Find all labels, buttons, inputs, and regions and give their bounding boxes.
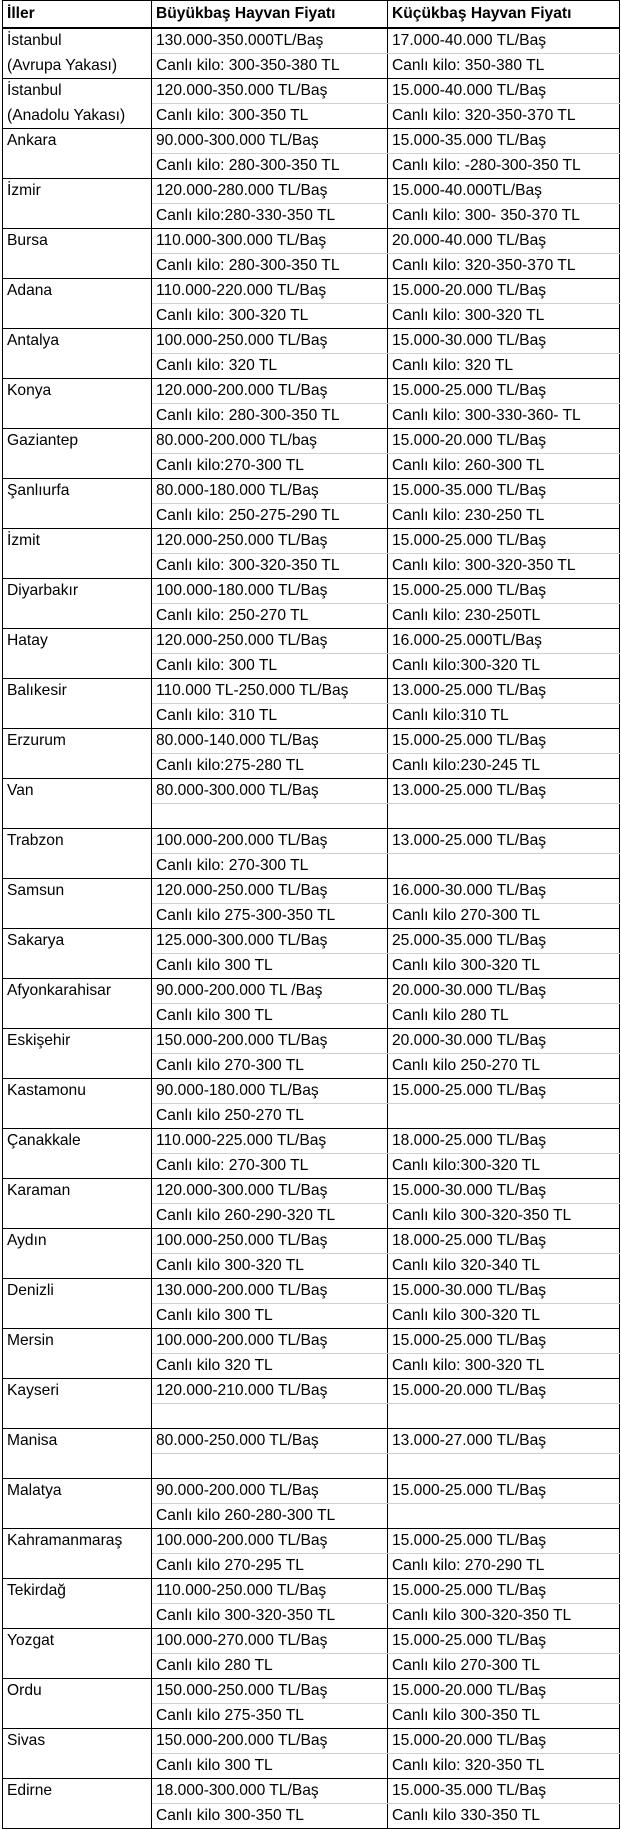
header-cities: İller: [3, 1, 152, 29]
small-livestock-price-cell: 20.000-30.000 TL/Baş: [388, 979, 620, 1004]
city-cell: [3, 1004, 152, 1029]
small-livestock-price-cell: 15.000-25.000 TL/Baş: [388, 1579, 620, 1604]
large-livestock-price-cell: 150.000-250.000 TL/Baş: [152, 1679, 388, 1704]
city-cell: [3, 1404, 152, 1429]
table-row: [3, 1804, 620, 1829]
large-livestock-price-cell: Canlı kilo: 280-300-350 TL: [152, 254, 388, 279]
city-cell: Afyonkarahisar: [3, 979, 152, 1004]
table-row: [3, 379, 620, 404]
small-livestock-price-cell: 25.000-35.000 TL/Baş: [388, 929, 620, 954]
large-livestock-price-cell: Canlı kilo:275-280 TL: [152, 754, 388, 779]
small-livestock-price-cell: 15.000-25.000 TL/Baş: [388, 1479, 620, 1504]
city-cell: [3, 1454, 152, 1479]
large-livestock-price-cell: 100.000-270.000 TL/Baş: [152, 1629, 388, 1654]
table-row: [3, 929, 620, 954]
large-livestock-price-cell: Canlı kilo 260-280-300 TL: [152, 1504, 388, 1529]
small-livestock-price-cell: 15.000-25.000 TL/Baş: [388, 1629, 620, 1654]
table-row: [3, 1654, 620, 1679]
city-cell: Kastamonu: [3, 1079, 152, 1104]
large-livestock-price-cell: 110.000-220.000 TL/Baş: [152, 279, 388, 304]
small-livestock-price-cell: Canlı kilo: 300-320-350 TL: [388, 554, 620, 579]
small-livestock-price-cell: 13.000-27.000 TL/Baş: [388, 1429, 620, 1454]
small-livestock-price-cell: 17.000-40.000 TL/Baş: [388, 28, 620, 54]
table-row: [3, 754, 620, 779]
small-livestock-price-cell: Canlı kilo: -280-300-350 TL: [388, 154, 620, 179]
table-row: [3, 1529, 620, 1554]
small-livestock-price-cell: 18.000-25.000 TL/Baş: [388, 1229, 620, 1254]
table-body: [3, 28, 620, 1829]
small-livestock-price-cell: [388, 1104, 620, 1129]
large-livestock-price-cell: Canlı kilo: 310 TL: [152, 704, 388, 729]
large-livestock-price-cell: 130.000-350.000TL/Baş: [152, 28, 388, 54]
table-row: [3, 1079, 620, 1104]
city-cell: Balıkesir: [3, 679, 152, 704]
large-livestock-price-cell: 120.000-350.000 TL/Baş: [152, 79, 388, 104]
table-row: [3, 179, 620, 204]
table-row: [3, 1304, 620, 1329]
small-livestock-price-cell: 20.000-40.000 TL/Baş: [388, 229, 620, 254]
table-row: [3, 329, 620, 354]
table-row: [3, 304, 620, 329]
table-row: [3, 154, 620, 179]
large-livestock-price-cell: Canlı kilo 300 TL: [152, 1004, 388, 1029]
small-livestock-price-cell: Canlı kilo: 300- 350-370 TL: [388, 204, 620, 229]
city-cell: Şanlıurfa: [3, 479, 152, 504]
small-livestock-price-cell: 15.000-40.000 TL/Baş: [388, 79, 620, 104]
small-livestock-price-cell: 15.000-35.000 TL/Baş: [388, 479, 620, 504]
large-livestock-price-cell: 120.000-250.000 TL/Baş: [152, 629, 388, 654]
large-livestock-price-cell: [152, 1454, 388, 1479]
city-cell: [3, 1504, 152, 1529]
city-cell: [3, 254, 152, 279]
large-livestock-price-cell: 110.000-225.000 TL/Baş: [152, 1129, 388, 1154]
large-livestock-price-cell: 100.000-250.000 TL/Baş: [152, 329, 388, 354]
table-row: [3, 454, 620, 479]
city-cell: (Anadolu Yakası): [3, 104, 152, 129]
small-livestock-price-cell: Canlı kilo:300-320 TL: [388, 1154, 620, 1179]
city-cell: Diyarbakır: [3, 579, 152, 604]
large-livestock-price-cell: Canlı kilo 275-300-350 TL: [152, 904, 388, 929]
large-livestock-price-cell: Canlı kilo 275-350 TL: [152, 1704, 388, 1729]
city-cell: Eskişehir: [3, 1029, 152, 1054]
table-row: [3, 1779, 620, 1804]
city-cell: [3, 454, 152, 479]
small-livestock-price-cell: 13.000-25.000 TL/Baş: [388, 679, 620, 704]
small-livestock-price-cell: 15.000-30.000 TL/Baş: [388, 1279, 620, 1304]
large-livestock-price-cell: 120.000-250.000 TL/Baş: [152, 879, 388, 904]
table-row: [3, 854, 620, 879]
large-livestock-price-cell: 90.000-200.000 TL /Baş: [152, 979, 388, 1004]
table-row: [3, 1404, 620, 1429]
small-livestock-price-cell: [388, 854, 620, 879]
table-row: [3, 1104, 620, 1129]
large-livestock-price-cell: Canlı kilo: 250-270 TL: [152, 604, 388, 629]
small-livestock-price-cell: 18.000-25.000 TL/Baş: [388, 1129, 620, 1154]
city-cell: [3, 354, 152, 379]
large-livestock-price-cell: Canlı kilo: 300-350 TL: [152, 104, 388, 129]
large-livestock-price-cell: Canlı kilo 270-295 TL: [152, 1554, 388, 1579]
table-row: [3, 1154, 620, 1179]
table-row: [3, 1029, 620, 1054]
city-cell: Edirne: [3, 1779, 152, 1804]
table-row: [3, 1704, 620, 1729]
large-livestock-price-cell: 80.000-140.000 TL/Baş: [152, 729, 388, 754]
city-cell: (Avrupa Yakası): [3, 54, 152, 79]
table-row: [3, 829, 620, 854]
price-table: [2, 0, 620, 1829]
city-cell: Ankara: [3, 129, 152, 154]
city-cell: Bursa: [3, 229, 152, 254]
large-livestock-price-cell: Canlı kilo: 270-300 TL: [152, 854, 388, 879]
large-livestock-price-cell: 80.000-180.000 TL/Baş: [152, 479, 388, 504]
city-cell: [3, 854, 152, 879]
city-cell: [3, 1704, 152, 1729]
large-livestock-price-cell: [152, 1404, 388, 1429]
large-livestock-price-cell: Canlı kilo: 280-300-350 TL: [152, 154, 388, 179]
city-cell: [3, 304, 152, 329]
table-row: [3, 1454, 620, 1479]
city-cell: [3, 954, 152, 979]
small-livestock-price-cell: Canlı kilo: 300-330-360- TL: [388, 404, 620, 429]
city-cell: [3, 554, 152, 579]
city-cell: [3, 1254, 152, 1279]
large-livestock-price-cell: Canlı kilo: 250-275-290 TL: [152, 504, 388, 529]
small-livestock-price-cell: 16.000-30.000 TL/Baş: [388, 879, 620, 904]
city-cell: [3, 504, 152, 529]
small-livestock-price-cell: Canlı kilo 280 TL: [388, 1004, 620, 1029]
city-cell: Yozgat: [3, 1629, 152, 1654]
city-cell: [3, 1304, 152, 1329]
price-sheet: [2, 0, 619, 1829]
large-livestock-price-cell: 100.000-200.000 TL/Baş: [152, 1529, 388, 1554]
small-livestock-price-cell: 15.000-25.000 TL/Baş: [388, 529, 620, 554]
table-row: [3, 804, 620, 829]
large-livestock-price-cell: 80.000-300.000 TL/Baş: [152, 779, 388, 804]
large-livestock-price-cell: Canlı kilo 300 TL: [152, 954, 388, 979]
large-livestock-price-cell: 120.000-280.000 TL/Baş: [152, 179, 388, 204]
table-row: [3, 1754, 620, 1779]
city-cell: [3, 1354, 152, 1379]
table-row: [3, 1329, 620, 1354]
city-cell: İzmit: [3, 529, 152, 554]
table-row: [3, 404, 620, 429]
table-row: [3, 1554, 620, 1579]
city-cell: [3, 1754, 152, 1779]
table-row: [3, 679, 620, 704]
table-row: [3, 529, 620, 554]
small-livestock-price-cell: 13.000-25.000 TL/Baş: [388, 779, 620, 804]
city-cell: [3, 1154, 152, 1179]
large-livestock-price-cell: Canlı kilo 300 TL: [152, 1754, 388, 1779]
table-row: [3, 579, 620, 604]
large-livestock-price-cell: 100.000-180.000 TL/Baş: [152, 579, 388, 604]
small-livestock-price-cell: [388, 1404, 620, 1429]
small-livestock-price-cell: [388, 804, 620, 829]
large-livestock-price-cell: Canlı kilo 300 TL: [152, 1304, 388, 1329]
large-livestock-price-cell: 120.000-250.000 TL/Baş: [152, 529, 388, 554]
small-livestock-price-cell: Canlı kilo: 350-380 TL: [388, 54, 620, 79]
table-row: [3, 79, 620, 104]
table-row: [3, 104, 620, 129]
small-livestock-price-cell: Canlı kilo 300-320-350 TL: [388, 1204, 620, 1229]
small-livestock-price-cell: Canlı kilo: 300-320 TL: [388, 1354, 620, 1379]
small-livestock-price-cell: Canlı kilo 270-300 TL: [388, 904, 620, 929]
small-livestock-price-cell: Canlı kilo: 230-250TL: [388, 604, 620, 629]
large-livestock-price-cell: Canlı kilo:280-330-350 TL: [152, 204, 388, 229]
large-livestock-price-cell: 100.000-200.000 TL/Baş: [152, 829, 388, 854]
table-row: [3, 954, 620, 979]
table-row: [3, 1379, 620, 1404]
small-livestock-price-cell: 15.000-35.000 TL/Baş: [388, 129, 620, 154]
small-livestock-price-cell: 15.000-20.000 TL/Baş: [388, 429, 620, 454]
city-cell: [3, 804, 152, 829]
small-livestock-price-cell: Canlı kilo 320-340 TL: [388, 1254, 620, 1279]
small-livestock-price-cell: 15.000-20.000 TL/Baş: [388, 1379, 620, 1404]
city-cell: Sakarya: [3, 929, 152, 954]
large-livestock-price-cell: [152, 804, 388, 829]
large-livestock-price-cell: Canlı kilo 270-300 TL: [152, 1054, 388, 1079]
table-row: [3, 129, 620, 154]
table-row: [3, 204, 620, 229]
table-row: [3, 1129, 620, 1154]
large-livestock-price-cell: Canlı kilo 250-270 TL: [152, 1104, 388, 1129]
city-cell: Kahramanmaraş: [3, 1529, 152, 1554]
small-livestock-price-cell: Canlı kilo: 300-320 TL: [388, 304, 620, 329]
city-cell: İstanbul: [3, 79, 152, 104]
city-cell: [3, 704, 152, 729]
large-livestock-price-cell: 120.000-210.000 TL/Baş: [152, 1379, 388, 1404]
large-livestock-price-cell: 125.000-300.000 TL/Baş: [152, 929, 388, 954]
small-livestock-price-cell: Canlı kilo: 270-290 TL: [388, 1554, 620, 1579]
city-cell: Kayseri: [3, 1379, 152, 1404]
small-livestock-price-cell: 15.000-35.000 TL/Baş: [388, 1779, 620, 1804]
large-livestock-price-cell: Canlı kilo: 300 TL: [152, 654, 388, 679]
large-livestock-price-cell: Canlı kilo: 300-320-350 TL: [152, 554, 388, 579]
table-row: [3, 1054, 620, 1079]
large-livestock-price-cell: Canlı kilo: 320 TL: [152, 354, 388, 379]
small-livestock-price-cell: Canlı kilo 330-350 TL: [388, 1804, 620, 1829]
city-cell: Malatya: [3, 1479, 152, 1504]
table-row: [3, 479, 620, 504]
small-livestock-price-cell: Canlı kilo: 320-350-370 TL: [388, 254, 620, 279]
city-cell: Manisa: [3, 1429, 152, 1454]
small-livestock-price-cell: 15.000-30.000 TL/Baş: [388, 1179, 620, 1204]
city-cell: Hatay: [3, 629, 152, 654]
city-cell: [3, 204, 152, 229]
small-livestock-price-cell: Canlı kilo: 260-300 TL: [388, 454, 620, 479]
large-livestock-price-cell: 90.000-180.000 TL/Baş: [152, 1079, 388, 1104]
city-cell: Trabzon: [3, 829, 152, 854]
city-cell: [3, 404, 152, 429]
city-cell: Konya: [3, 379, 152, 404]
table-row: [3, 279, 620, 304]
small-livestock-price-cell: [388, 1454, 620, 1479]
small-livestock-price-cell: 15.000-30.000 TL/Baş: [388, 329, 620, 354]
large-livestock-price-cell: Canlı kilo: 300-320 TL: [152, 304, 388, 329]
large-livestock-price-cell: 18.000-300.000 TL/Baş: [152, 1779, 388, 1804]
small-livestock-price-cell: Canlı kilo: 320-350 TL: [388, 1754, 620, 1779]
large-livestock-price-cell: 150.000-200.000 TL/Baş: [152, 1029, 388, 1054]
city-cell: Sivas: [3, 1729, 152, 1754]
small-livestock-price-cell: 13.000-25.000 TL/Baş: [388, 829, 620, 854]
table-row: [3, 28, 620, 54]
city-cell: [3, 1804, 152, 1829]
large-livestock-price-cell: Canlı kilo 320 TL: [152, 1354, 388, 1379]
table-row: [3, 1729, 620, 1754]
small-livestock-price-cell: 20.000-30.000 TL/Baş: [388, 1029, 620, 1054]
city-cell: [3, 754, 152, 779]
large-livestock-price-cell: 110.000-300.000 TL/Baş: [152, 229, 388, 254]
table-row: [3, 1279, 620, 1304]
city-cell: [3, 604, 152, 629]
header-large-livestock: Büyükbaş Hayvan Fiyatı: [152, 1, 388, 29]
city-cell: [3, 1554, 152, 1579]
small-livestock-price-cell: 15.000-25.000 TL/Baş: [388, 1079, 620, 1104]
large-livestock-price-cell: Canlı kilo 260-290-320 TL: [152, 1204, 388, 1229]
city-cell: Samsun: [3, 879, 152, 904]
table-row: [3, 354, 620, 379]
table-row: [3, 1604, 620, 1629]
large-livestock-price-cell: 90.000-300.000 TL/Baş: [152, 129, 388, 154]
small-livestock-price-cell: Canlı kilo 270-300 TL: [388, 1654, 620, 1679]
city-cell: Ordu: [3, 1679, 152, 1704]
city-cell: Gaziantep: [3, 429, 152, 454]
table-row: [3, 1179, 620, 1204]
large-livestock-price-cell: 80.000-200.000 TL/baş: [152, 429, 388, 454]
small-livestock-price-cell: 15.000-20.000 TL/Baş: [388, 279, 620, 304]
large-livestock-price-cell: Canlı kilo:270-300 TL: [152, 454, 388, 479]
city-cell: [3, 904, 152, 929]
table-row: [3, 1429, 620, 1454]
table-row: [3, 704, 620, 729]
city-cell: Van: [3, 779, 152, 804]
table-row: [3, 1679, 620, 1704]
large-livestock-price-cell: 80.000-250.000 TL/Baş: [152, 1429, 388, 1454]
small-livestock-price-cell: 15.000-25.000 TL/Baş: [388, 579, 620, 604]
large-livestock-price-cell: 100.000-250.000 TL/Baş: [152, 1229, 388, 1254]
table-row: [3, 729, 620, 754]
city-cell: Erzurum: [3, 729, 152, 754]
small-livestock-price-cell: Canlı kilo:230-245 TL: [388, 754, 620, 779]
table-row: [3, 254, 620, 279]
table-row: [3, 1254, 620, 1279]
large-livestock-price-cell: 110.000 TL-250.000 TL/Baş: [152, 679, 388, 704]
city-cell: Adana: [3, 279, 152, 304]
large-livestock-price-cell: Canlı kilo 300-320 TL: [152, 1254, 388, 1279]
large-livestock-price-cell: 90.000-200.000 TL/Baş: [152, 1479, 388, 1504]
large-livestock-price-cell: 130.000-200.000 TL/Baş: [152, 1279, 388, 1304]
large-livestock-price-cell: Canlı kilo: 280-300-350 TL: [152, 404, 388, 429]
city-cell: İstanbul: [3, 28, 152, 54]
small-livestock-price-cell: 16.000-25.000TL/Baş: [388, 629, 620, 654]
large-livestock-price-cell: 100.000-200.000 TL/Baş: [152, 1329, 388, 1354]
small-livestock-price-cell: Canlı kilo: 320 TL: [388, 354, 620, 379]
table-row: [3, 604, 620, 629]
small-livestock-price-cell: Canlı kilo:310 TL: [388, 704, 620, 729]
small-livestock-price-cell: Canlı kilo 250-270 TL: [388, 1054, 620, 1079]
small-livestock-price-cell: Canlı kilo 300-320 TL: [388, 954, 620, 979]
small-livestock-price-cell: 15.000-25.000 TL/Baş: [388, 1329, 620, 1354]
table-row: [3, 879, 620, 904]
table-row: [3, 554, 620, 579]
table-row: [3, 54, 620, 79]
table-row: [3, 904, 620, 929]
small-livestock-price-cell: 15.000-25.000 TL/Baş: [388, 379, 620, 404]
header-row: [3, 1, 620, 29]
small-livestock-price-cell: Canlı kilo 300-320 TL: [388, 1304, 620, 1329]
large-livestock-price-cell: Canlı kilo: 270-300 TL: [152, 1154, 388, 1179]
large-livestock-price-cell: Canlı kilo 300-320-350 TL: [152, 1604, 388, 1629]
city-cell: [3, 1204, 152, 1229]
city-cell: [3, 154, 152, 179]
small-livestock-price-cell: Canlı kilo:300-320 TL: [388, 654, 620, 679]
city-cell: Çanakkale: [3, 1129, 152, 1154]
city-cell: [3, 654, 152, 679]
city-cell: Denizli: [3, 1279, 152, 1304]
small-livestock-price-cell: 15.000-20.000 TL/Baş: [388, 1679, 620, 1704]
city-cell: Tekirdağ: [3, 1579, 152, 1604]
table-row: [3, 654, 620, 679]
table-row: [3, 1504, 620, 1529]
table-row: [3, 1354, 620, 1379]
table-row: [3, 229, 620, 254]
small-livestock-price-cell: 15.000-20.000 TL/Baş: [388, 1729, 620, 1754]
small-livestock-price-cell: Canlı kilo: 230-250 TL: [388, 504, 620, 529]
city-cell: [3, 1654, 152, 1679]
table-row: [3, 504, 620, 529]
large-livestock-price-cell: Canlı kilo 300-350 TL: [152, 1804, 388, 1829]
table-row: [3, 1629, 620, 1654]
table-row: [3, 1579, 620, 1604]
small-livestock-price-cell: Canlı kilo 300-320-350 TL: [388, 1604, 620, 1629]
city-cell: Aydın: [3, 1229, 152, 1254]
small-livestock-price-cell: 15.000-25.000 TL/Baş: [388, 729, 620, 754]
city-cell: Mersin: [3, 1329, 152, 1354]
small-livestock-price-cell: 15.000-40.000TL/Baş: [388, 179, 620, 204]
header-small-livestock: Küçükbaş Hayvan Fiyatı: [388, 1, 620, 29]
table-row: [3, 979, 620, 1004]
small-livestock-price-cell: [388, 1504, 620, 1529]
large-livestock-price-cell: 120.000-200.000 TL/Baş: [152, 379, 388, 404]
large-livestock-price-cell: 150.000-200.000 TL/Baş: [152, 1729, 388, 1754]
table-row: [3, 779, 620, 804]
small-livestock-price-cell: Canlı kilo: 320-350-370 TL: [388, 104, 620, 129]
city-cell: İzmir: [3, 179, 152, 204]
small-livestock-price-cell: 15.000-25.000 TL/Baş: [388, 1529, 620, 1554]
large-livestock-price-cell: Canlı kilo: 300-350-380 TL: [152, 54, 388, 79]
city-cell: [3, 1604, 152, 1629]
table-row: [3, 1479, 620, 1504]
city-cell: [3, 1054, 152, 1079]
large-livestock-price-cell: Canlı kilo 280 TL: [152, 1654, 388, 1679]
table-row: [3, 429, 620, 454]
city-cell: Karaman: [3, 1179, 152, 1204]
table-row: [3, 629, 620, 654]
table-row: [3, 1229, 620, 1254]
city-cell: [3, 1104, 152, 1129]
large-livestock-price-cell: 120.000-300.000 TL/Baş: [152, 1179, 388, 1204]
table-row: [3, 1204, 620, 1229]
small-livestock-price-cell: Canlı kilo 300-350 TL: [388, 1704, 620, 1729]
large-livestock-price-cell: 110.000-250.000 TL/Baş: [152, 1579, 388, 1604]
city-cell: Antalya: [3, 329, 152, 354]
table-row: [3, 1004, 620, 1029]
